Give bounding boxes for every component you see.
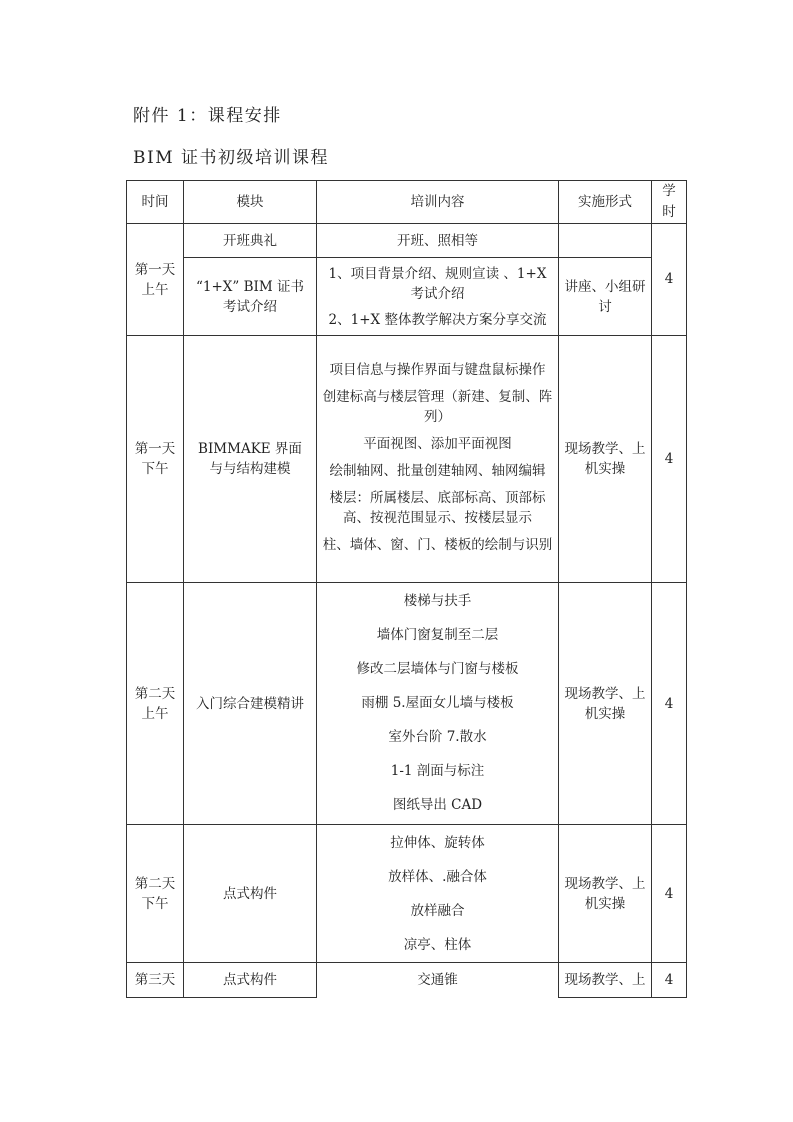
content-cell	[317, 825, 559, 963]
content-item: 图纸导出 CAD	[392, 796, 483, 813]
content-cell	[317, 963, 559, 998]
time-cell: 第二天上午	[127, 583, 184, 825]
content-cell	[317, 258, 559, 336]
header-module: 模块	[184, 181, 317, 224]
content-cell	[317, 336, 559, 583]
module-cell: BIMMAKE 界面与与结构建模	[184, 336, 317, 583]
hours-cell: 4	[652, 963, 687, 998]
content-item: 开班、照相等	[397, 232, 478, 249]
content-item: 墙体门窗复制至二层	[376, 626, 499, 643]
module-cell: “1+X” BIM 证书考试介绍	[184, 258, 317, 336]
hours-cell: 4	[652, 583, 687, 825]
content-cell	[317, 583, 559, 825]
form-cell: 现场教学、上	[559, 963, 652, 998]
content-cell	[317, 224, 559, 258]
table-header-row	[127, 181, 687, 224]
content-item: 柱、墙体、窗、门、楼板的绘制与识别	[322, 537, 553, 553]
table-row	[127, 258, 687, 336]
time-cell: 第三天	[127, 963, 184, 998]
hours-cell: 4	[652, 825, 687, 963]
content-item: 雨棚 5.屋面女儿墙与楼板	[361, 694, 514, 711]
module-cell: 入门综合建模精讲	[184, 583, 317, 825]
content-item: 交通锥	[417, 972, 458, 989]
hours-cell: 4	[652, 336, 687, 583]
content-item: 绘制轴网、批量创建轴网、轴网编辑	[329, 463, 546, 479]
content-item: 2、1+X 整体教学解决方案分享交流	[328, 311, 547, 328]
content-item: 项目信息与操作界面与键盘鼠标操作	[329, 362, 546, 378]
header-hours	[652, 181, 687, 224]
attachment-title: 附件 1：课程安排	[133, 106, 282, 126]
content-item: 楼层：所属楼层、底部标高、顶部标高、按视范围显示、按楼层显示	[329, 490, 546, 526]
form-cell: 现场教学、上机实操	[559, 336, 652, 583]
form-cell	[559, 224, 652, 258]
content-item: 凉亭、柱体	[403, 936, 472, 953]
form-cell: 现场教学、上机实操	[559, 825, 652, 963]
content-item: 拉伸体、旋转体	[390, 834, 485, 851]
table-row	[127, 583, 687, 825]
module-cell: 点式构件	[184, 825, 317, 963]
content-item: 1-1 剖面与标注	[390, 762, 485, 779]
header-hours-line1: 学	[662, 183, 676, 199]
time-cell: 第一天上午	[127, 224, 184, 336]
time-cell: 第二天下午	[127, 825, 184, 963]
content-item: 创建标高与楼层管理（新建、复制、阵列）	[322, 389, 553, 425]
header-time: 时间	[127, 181, 184, 224]
form-cell: 讲座、小组研讨	[559, 258, 652, 336]
module-cell: 点式构件	[184, 963, 317, 998]
content-item: 楼梯与扶手	[403, 592, 472, 609]
content-item: 1、项目背景介绍、规则宣读 、1+X 考试介绍	[328, 265, 547, 302]
header-form: 实施形式	[559, 181, 652, 224]
table-row	[127, 224, 687, 258]
header-hours-line2: 时	[662, 204, 676, 220]
module-cell: 开班典礼	[184, 224, 317, 258]
course-schedule-table	[126, 180, 687, 998]
content-item: 修改二层墙体与门窗与楼板	[356, 660, 519, 677]
table-row	[127, 963, 687, 998]
content-item: 室外台阶 7.散水	[388, 728, 487, 745]
form-cell: 现场教学、上机实操	[559, 583, 652, 825]
table-row	[127, 336, 687, 583]
content-item: 放样融合	[410, 902, 465, 919]
course-title: BIM 证书初级培训课程	[133, 148, 330, 168]
time-cell: 第一天下午	[127, 336, 184, 583]
table-row	[127, 825, 687, 963]
content-item: 平面视图、添加平面视图	[363, 436, 512, 452]
header-content: 培训内容	[317, 181, 559, 224]
hours-cell: 4	[652, 224, 687, 336]
content-item: 放样体、.融合体	[388, 868, 487, 885]
